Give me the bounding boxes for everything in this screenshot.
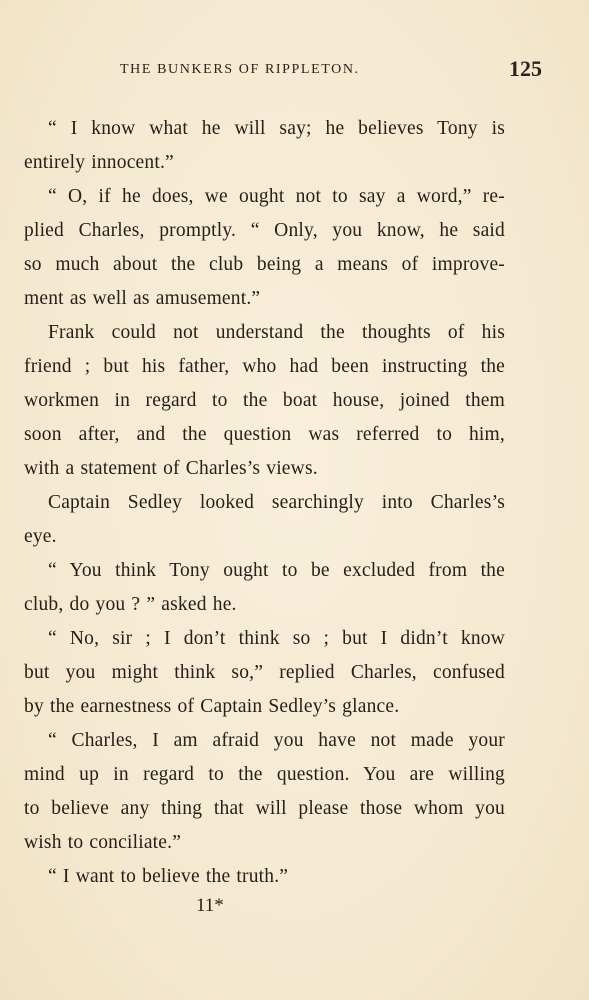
text-line: “ No, sir ; I don’t think so ; but I didn’t know <box>48 628 505 649</box>
text-line: workmen in regard to the boat house, joined them <box>24 390 505 411</box>
text-line: Frank could not understand the thoughts of his <box>48 322 505 343</box>
text-line: friend ; but his father, who had been instructing the <box>24 356 505 377</box>
text-line: “ Charles, I am afraid you have not made your <box>48 730 505 751</box>
text-line: “ I know what he will say; he believes Tony is <box>48 118 505 139</box>
body-text <box>24 112 505 894</box>
text-line: club, do you ? ” asked he. <box>24 594 237 615</box>
text-line: eye. <box>24 526 57 547</box>
signature-mark: 11* <box>196 895 224 916</box>
text-line: wish to conciliate.” <box>24 832 182 853</box>
text-line: Captain Sedley looked searchingly into Charles’s <box>48 492 505 513</box>
text-line: but you might think so,” replied Charles, confused <box>24 662 505 683</box>
text-line: by the earnestness of Captain Sedley’s glance. <box>24 696 400 717</box>
running-header <box>24 56 542 86</box>
text-line: mind up in regard to the question. You are willing <box>24 764 505 785</box>
text-line: with a statement of Charles’s views. <box>24 458 318 479</box>
text-line: to believe any thing that will please those whom you <box>24 798 505 819</box>
text-line: “ You think Tony ought to be excluded from the <box>48 560 505 581</box>
text-line: entirely innocent.” <box>24 152 174 173</box>
page-number: 125 <box>509 56 542 81</box>
text-line: “ I want to believe the truth.” <box>48 866 289 887</box>
text-line: so much about the club being a means of improve- <box>24 254 505 275</box>
running-title: THE BUNKERS OF RIPPLETON. <box>120 62 360 77</box>
text-line: ment as well as amusement.” <box>24 288 261 309</box>
text-line: “ O, if he does, we ought not to say a word,” re- <box>48 186 505 207</box>
text-line: soon after, and the question was referred to him, <box>24 424 505 445</box>
text-line: plied Charles, promptly. “ Only, you know, he said <box>24 220 505 241</box>
